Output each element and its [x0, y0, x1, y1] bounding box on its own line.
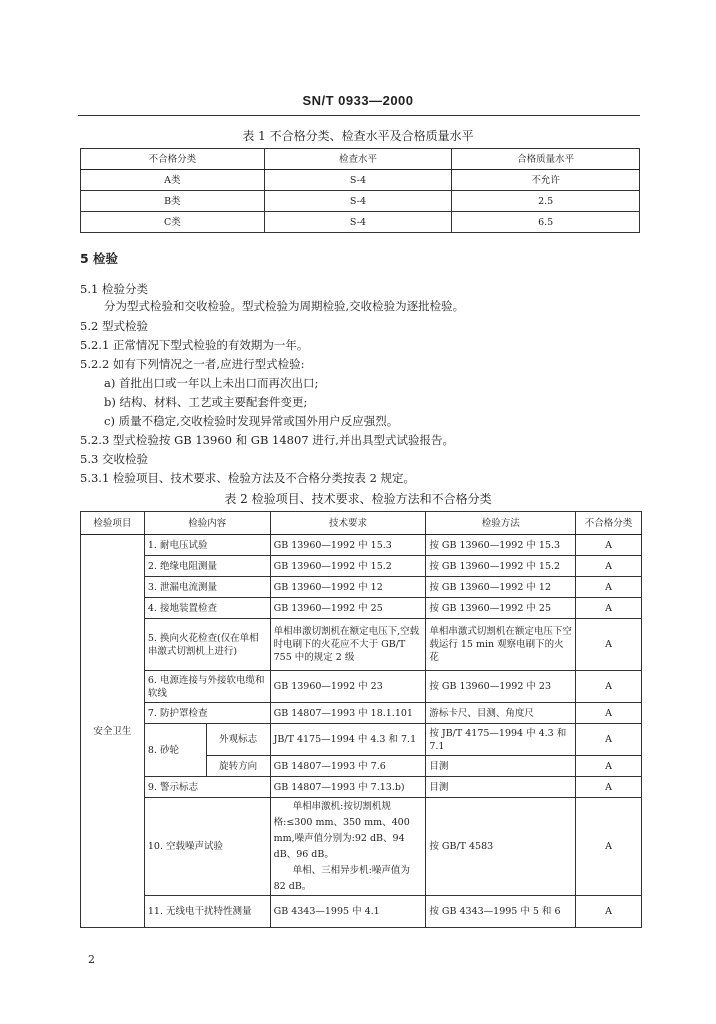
- requirement-cell: GB 4343—1995 中 4.1: [270, 896, 426, 928]
- table-row: [81, 577, 642, 598]
- content-cell: 7. 防护罩检查: [144, 703, 270, 724]
- table-row: [81, 896, 642, 928]
- method-cell: 按 GB 13960—1992 中 12: [426, 577, 576, 598]
- table2-header: 不合格分类: [576, 512, 642, 535]
- clause-heading: 5.1 检验分类: [80, 282, 148, 296]
- table-row: [81, 798, 642, 896]
- method-cell: 按 GB 13960—1992 中 25: [426, 598, 576, 619]
- method-cell: 游标卡尺、目测、角度尺: [426, 703, 576, 724]
- class-cell: A: [576, 577, 642, 598]
- content-cell: 2. 绝缘电阻测量: [144, 556, 270, 577]
- table-cell: 6.5: [452, 212, 640, 233]
- table1-caption: 表 1 不合格分类、检查水平及合格质量水平: [242, 129, 474, 143]
- method-cell: 按 GB/T 4583: [426, 798, 576, 896]
- page-number: 2: [88, 953, 95, 966]
- table-cell: 2.5: [452, 191, 640, 212]
- requirement-text: 单相串激机:按切割机规格:≤300 mm、350 mm、400 mm,噪声值分别为:92 dB、94 dB、96 dB。: [273, 800, 410, 860]
- group-cell: 安全卫生: [81, 535, 145, 928]
- clause: 5.2.3 型式检验按 GB 13960 和 GB 14807 进行,并出具型式试验报告。: [80, 433, 454, 447]
- table-cell: 不允许: [452, 170, 640, 191]
- table-cell: S-4: [264, 191, 452, 212]
- subcontent-cell: 外观标志: [206, 724, 270, 756]
- table-row: [81, 191, 640, 212]
- requirement-cell: GB 13960—1992 中 25: [270, 598, 426, 619]
- content-cell: 5. 换向火花检查(仅在单相串激式切割机上进行): [144, 619, 270, 671]
- paragraph: 分为型式检验和交收检验。型式检验为周期检验,交收检验为逐批检验。: [104, 299, 465, 313]
- table2-caption: 表 2 检验项目、技术要求、检验方法和不合格分类: [224, 492, 492, 506]
- subcontent-cell: 旋转方向: [206, 756, 270, 777]
- clause: 5.2.2 如有下列情况之一者,应进行型式检验:: [80, 357, 305, 371]
- requirement-text: 单相、三相异步机:噪声值为 82 dB。: [273, 864, 410, 892]
- table-cell: S-4: [264, 212, 452, 233]
- method-cell: 按 JB/T 4175—1994 中 4.3 和 7.1: [426, 724, 576, 756]
- table-cell: B类: [81, 191, 265, 212]
- table2-header: 检验方法: [426, 512, 576, 535]
- table1-header: 不合格分类: [81, 149, 265, 170]
- table-row: [81, 535, 642, 556]
- method-cell: 按 GB 4343—1995 中 5 和 6: [426, 896, 576, 928]
- table2-header: 技术要求: [270, 512, 426, 535]
- list-item: c) 质量不稳定,交收检验时发现异常或国外用户反应强烈。: [104, 414, 399, 428]
- clause: 5.2.1 正常情况下型式检验的有效期为一年。: [80, 338, 309, 352]
- header-rule: [78, 115, 640, 116]
- class-cell: A: [576, 671, 642, 703]
- content-cell: 9. 警示标志: [144, 777, 270, 798]
- requirement-cell: GB 13960—1992 中 12: [270, 577, 426, 598]
- class-cell: A: [576, 724, 642, 756]
- class-cell: A: [576, 756, 642, 777]
- method-cell: 单相串激式切割机在额定电压下空载运行 15 min 观察电刷下的火花: [426, 619, 576, 671]
- content-cell: 11. 无线电干扰特性测量: [144, 896, 270, 928]
- clause-heading: 5.2 型式检验: [80, 319, 148, 333]
- table-cell: A类: [81, 170, 265, 191]
- table-row: [81, 703, 642, 724]
- method-cell: 目测: [426, 756, 576, 777]
- list-item: a) 首批出口或一年以上未出口而再次出口;: [104, 376, 319, 390]
- table-row: [81, 619, 642, 671]
- clause: 5.3.1 检验项目、技术要求、检验方法及不合格分类按表 2 规定。: [80, 471, 416, 485]
- table-cell: S-4: [264, 170, 452, 191]
- class-cell: A: [576, 703, 642, 724]
- table1-header-row: [81, 149, 640, 170]
- table2-header: 检验项目: [81, 512, 145, 535]
- list-item: b) 结构、材料、工艺或主要配套件变更;: [104, 395, 308, 409]
- method-cell: 按 GB 13960—1992 中 15.3: [426, 535, 576, 556]
- table-row: [81, 724, 642, 756]
- table-row: [81, 777, 642, 798]
- content-cell: 8. 砂轮: [144, 724, 206, 777]
- requirement-cell: JB/T 4175—1994 中 4.3 和 7.1: [270, 724, 426, 756]
- requirement-cell: GB 14807—1993 中 18.1.101: [270, 703, 426, 724]
- class-cell: A: [576, 598, 642, 619]
- requirement-cell: GB 13960—1992 中 23: [270, 671, 426, 703]
- class-cell: A: [576, 777, 642, 798]
- table2: [80, 511, 642, 928]
- table2-header: 检验内容: [144, 512, 270, 535]
- content-cell: 4. 接地装置检查: [144, 598, 270, 619]
- content-cell: 6. 电源连接与外接软电缆和软线: [144, 671, 270, 703]
- content-cell: 3. 泄漏电流测量: [144, 577, 270, 598]
- page-header: SN/T 0933—2000: [302, 93, 414, 108]
- class-cell: A: [576, 556, 642, 577]
- table1: [80, 148, 640, 233]
- requirement-cell: 单相串激切割机在额定电压下,空载时电刷下的火花应不大于 GB/T 755 中的规定 2 级: [270, 619, 426, 671]
- requirement-cell: GB 13960—1992 中 15.2: [270, 556, 426, 577]
- class-cell: A: [576, 535, 642, 556]
- table-row: [81, 556, 642, 577]
- class-cell: A: [576, 798, 642, 896]
- section-heading: 5 检验: [80, 251, 119, 266]
- table1-header: 检查水平: [264, 149, 452, 170]
- method-cell: 按 GB 13960—1992 中 15.2: [426, 556, 576, 577]
- content-cell: 10. 空载噪声试验: [144, 798, 270, 896]
- table2-header-row: [81, 512, 642, 535]
- requirement-cell: GB 13960—1992 中 15.3: [270, 535, 426, 556]
- class-cell: A: [576, 619, 642, 671]
- clause-heading: 5.3 交收检验: [80, 452, 148, 466]
- table-row: [81, 671, 642, 703]
- content-cell: 1. 耐电压试验: [144, 535, 270, 556]
- table-row: [81, 598, 642, 619]
- requirement-cell: GB 14807—1993 中 7.13.b): [270, 777, 426, 798]
- requirement-cell: GB 14807—1993 中 7.6: [270, 756, 426, 777]
- table-cell: C类: [81, 212, 265, 233]
- method-cell: 按 GB 13960—1992 中 23: [426, 671, 576, 703]
- requirement-cell: [270, 798, 426, 896]
- class-cell: A: [576, 896, 642, 928]
- method-cell: 目测: [426, 777, 576, 798]
- table-row: [81, 170, 640, 191]
- table-row: [81, 212, 640, 233]
- table1-header: 合格质量水平: [452, 149, 640, 170]
